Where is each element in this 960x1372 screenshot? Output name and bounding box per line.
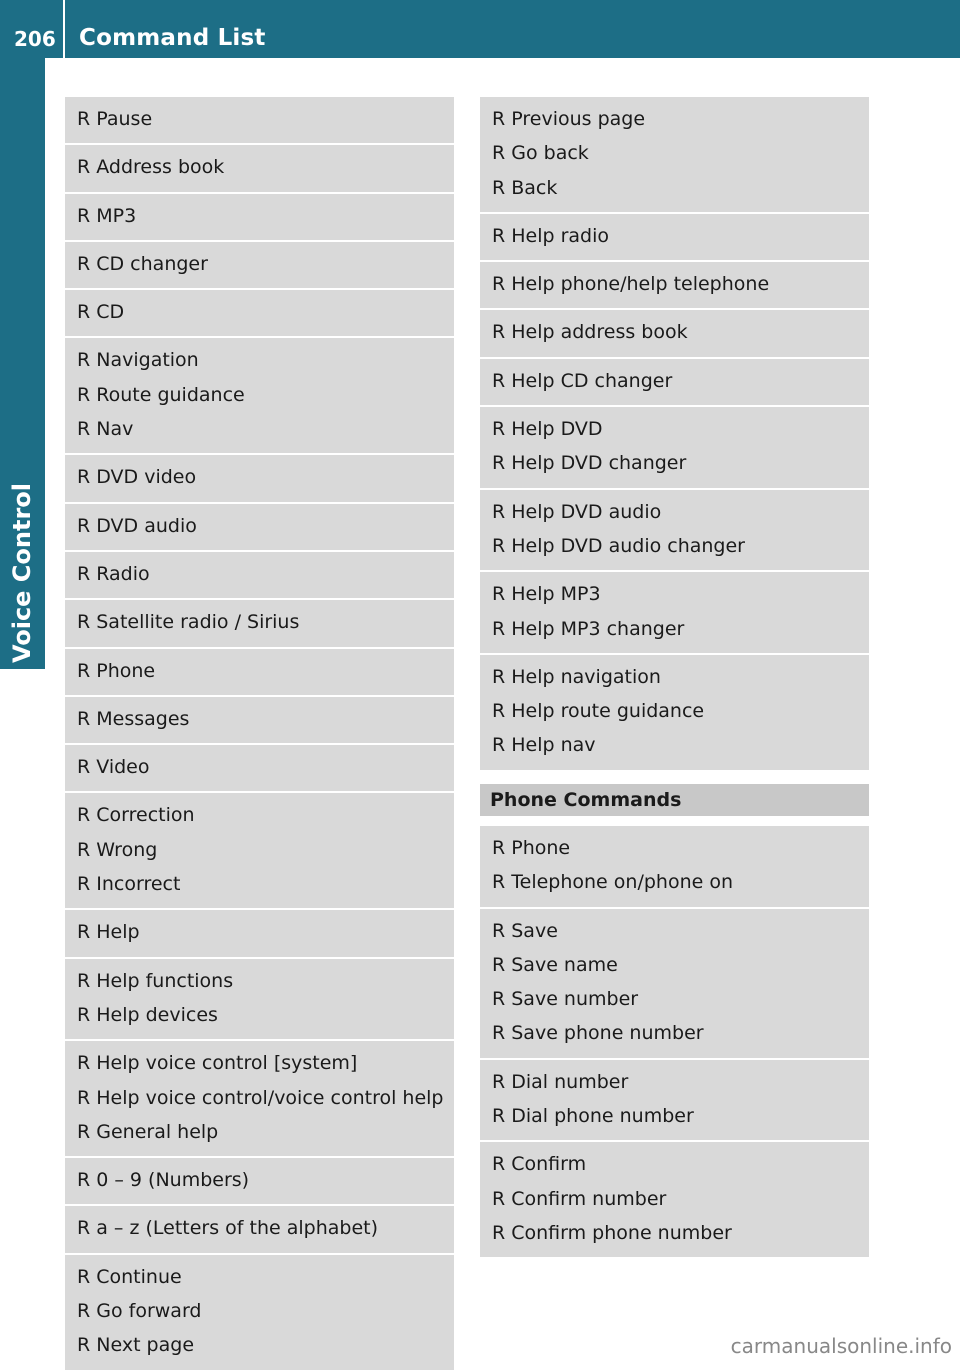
command-group — [480, 1060, 869, 1143]
command-item: R Help route guidance — [480, 694, 869, 728]
command-group — [65, 242, 454, 290]
command-item: R DVD video — [65, 460, 454, 494]
command-group — [65, 649, 454, 697]
command-group — [65, 338, 454, 455]
command-group — [480, 262, 869, 310]
command-group — [480, 97, 869, 214]
section-heading: Phone Commands — [480, 784, 869, 816]
command-item: R Save phone number — [480, 1016, 869, 1050]
command-item: R Correction — [65, 798, 454, 832]
command-item: R Satellite radio / Sirius — [65, 605, 454, 639]
right-command-table — [480, 97, 869, 772]
command-group — [65, 1158, 454, 1206]
command-group — [65, 910, 454, 958]
command-group — [65, 793, 454, 910]
command-item: R Go back — [480, 136, 869, 170]
command-item: R Save name — [480, 948, 869, 982]
watermark-url: carmanualsonline.info — [730, 1334, 952, 1358]
section-side-tab — [0, 58, 45, 669]
command-group — [65, 504, 454, 552]
command-item: R Navigation — [65, 343, 454, 377]
command-group — [65, 1255, 454, 1372]
page-number: 206 — [14, 27, 56, 51]
command-group — [65, 97, 454, 145]
command-item: R Previous page — [480, 102, 869, 136]
command-item: R Help MP3 — [480, 577, 869, 611]
command-item: R Help devices — [65, 998, 454, 1032]
command-item: R Help radio — [480, 219, 869, 253]
command-group — [480, 909, 869, 1060]
command-group — [480, 1142, 869, 1259]
command-item: R Help DVD changer — [480, 446, 869, 480]
command-group — [65, 552, 454, 600]
command-item: R Help — [65, 915, 454, 949]
command-item: R Telephone on/phone on — [480, 865, 869, 899]
command-item: R Help DVD — [480, 412, 869, 446]
command-item: R Help functions — [65, 964, 454, 998]
phone-command-table — [480, 826, 869, 1259]
command-group — [65, 194, 454, 242]
header-bar — [0, 0, 960, 58]
command-item: R Wrong — [65, 833, 454, 867]
command-item: R Dial number — [480, 1065, 869, 1099]
command-item: R Help navigation — [480, 660, 869, 694]
command-item: R Confirm — [480, 1147, 869, 1181]
command-group — [65, 1206, 454, 1254]
command-item: R Help nav — [480, 728, 869, 762]
command-group — [65, 697, 454, 745]
command-group — [480, 490, 869, 573]
command-item: R Next page — [65, 1328, 454, 1362]
command-group — [480, 214, 869, 262]
command-item: R DVD audio — [65, 509, 454, 543]
command-item: R Help address book — [480, 315, 869, 349]
command-group — [480, 572, 869, 655]
command-item: R a – z (Letters of the alphabet) — [65, 1211, 454, 1245]
command-group — [65, 600, 454, 648]
command-item: R Help phone/help telephone — [480, 267, 869, 301]
command-item: R Phone — [65, 654, 454, 688]
command-group — [480, 407, 869, 490]
command-item: R Save number — [480, 982, 869, 1016]
command-group — [65, 745, 454, 793]
command-item: R CD changer — [65, 247, 454, 281]
command-item: R Help CD changer — [480, 364, 869, 398]
command-item: R Radio — [65, 557, 454, 591]
command-item: R General help — [65, 1115, 454, 1149]
command-group — [65, 959, 454, 1042]
left-command-table — [65, 97, 454, 1372]
header-divider — [63, 0, 65, 58]
command-group — [480, 310, 869, 358]
page-title: Command List — [79, 25, 266, 51]
command-item: R Help voice control [system] — [65, 1046, 454, 1080]
command-item: R Address book — [65, 150, 454, 184]
command-item: R Incorrect — [65, 867, 454, 901]
command-group — [480, 359, 869, 407]
command-item: R MP3 — [65, 199, 454, 233]
command-group — [65, 145, 454, 193]
command-item: R Confirm number — [480, 1182, 869, 1216]
command-item: R CD — [65, 295, 454, 329]
command-item: R Video — [65, 750, 454, 784]
command-item: R Back — [480, 171, 869, 205]
phone-commands-section — [480, 784, 869, 1259]
command-item: R Continue — [65, 1260, 454, 1294]
command-item: R Pause — [65, 102, 454, 136]
command-item: R 0 – 9 (Numbers) — [65, 1163, 454, 1197]
command-group — [65, 1041, 454, 1158]
command-item: R Help MP3 changer — [480, 612, 869, 646]
command-item: R Nav — [65, 412, 454, 446]
command-item: R Help voice control/voice control help — [65, 1081, 454, 1115]
command-item: R Save — [480, 914, 869, 948]
command-group — [480, 655, 869, 772]
command-group — [65, 455, 454, 503]
command-item: R Route guidance — [65, 378, 454, 412]
command-item: R Dial phone number — [480, 1099, 869, 1133]
command-item: R Help DVD audio changer — [480, 529, 869, 563]
command-item: R Messages — [65, 702, 454, 736]
side-tab-label: Voice Control — [8, 482, 36, 664]
command-group — [65, 290, 454, 338]
command-group — [480, 826, 869, 909]
command-item: R Confirm phone number — [480, 1216, 869, 1250]
command-item: R Go forward — [65, 1294, 454, 1328]
command-item: R Phone — [480, 831, 869, 865]
command-item: R Help DVD audio — [480, 495, 869, 529]
